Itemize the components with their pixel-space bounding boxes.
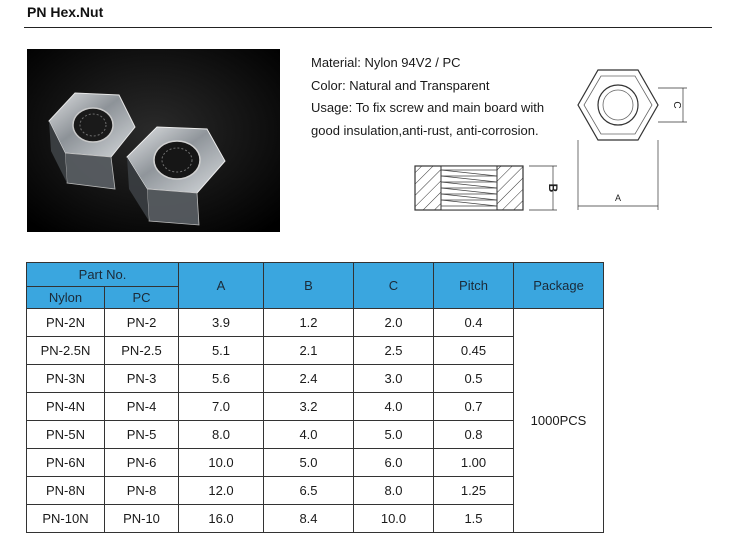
- cell-c: 8.0: [354, 477, 434, 505]
- cell-nylon: PN-4N: [27, 393, 105, 421]
- cell-a: 12.0: [179, 477, 264, 505]
- cell-c: 2.5: [354, 337, 434, 365]
- cell-pitch: 1.25: [434, 477, 514, 505]
- cell-pc: PN-2: [105, 309, 179, 337]
- cell-pitch: 1.00: [434, 449, 514, 477]
- cell-package: 1000PCS: [514, 309, 604, 533]
- cell-c: 4.0: [354, 393, 434, 421]
- top-hex-view: [578, 70, 687, 210]
- cell-b: 3.2: [264, 393, 354, 421]
- cell-nylon: PN-6N: [27, 449, 105, 477]
- cell-nylon: PN-2N: [27, 309, 105, 337]
- cell-pc: PN-5: [105, 421, 179, 449]
- cell-b: 8.4: [264, 505, 354, 533]
- cell-nylon: PN-5N: [27, 421, 105, 449]
- technical-drawing: [405, 58, 705, 218]
- material-line: Material: Nylon 94V2 / PC: [311, 55, 461, 70]
- cell-pitch: 0.5: [434, 365, 514, 393]
- part-no-header: Part No.: [27, 263, 179, 287]
- cell-pc: PN-10: [105, 505, 179, 533]
- color-line: Color: Natural and Transparent: [311, 77, 490, 93]
- cell-c: 5.0: [354, 421, 434, 449]
- cell-b: 1.2: [264, 309, 354, 337]
- col-pitch-header: Pitch: [434, 263, 514, 309]
- cell-nylon: PN-3N: [27, 365, 105, 393]
- cell-a: 5.1: [179, 337, 264, 365]
- cell-pitch: 0.45: [434, 337, 514, 365]
- cell-nylon: PN-2.5N: [27, 337, 105, 365]
- dimension-b-label: B: [546, 183, 560, 193]
- dimension-a-label: A: [614, 193, 622, 203]
- cell-pitch: 1.5: [434, 505, 514, 533]
- col-a-header: A: [179, 263, 264, 309]
- cell-b: 5.0: [264, 449, 354, 477]
- cell-c: 2.0: [354, 309, 434, 337]
- cell-pc: PN-6: [105, 449, 179, 477]
- cell-pitch: 0.8: [434, 421, 514, 449]
- col-nylon-header: Nylon: [27, 287, 105, 309]
- cell-c: 10.0: [354, 505, 434, 533]
- spec-table: [26, 262, 604, 533]
- cell-c: 6.0: [354, 449, 434, 477]
- cell-a: 10.0: [179, 449, 264, 477]
- cell-pitch: 0.7: [434, 393, 514, 421]
- usage-line-1: Usage: To fix screw and main board with: [311, 100, 545, 115]
- cell-b: 6.5: [264, 477, 354, 505]
- col-package-header: Package: [514, 263, 604, 309]
- cell-a: 5.6: [179, 365, 264, 393]
- cell-nylon: PN-10N: [27, 505, 105, 533]
- cell-a: 8.0: [179, 421, 264, 449]
- cell-b: 4.0: [264, 421, 354, 449]
- page-title: PN Hex.Nut: [27, 4, 104, 20]
- dimension-c-label: C: [671, 101, 682, 109]
- cell-b: 2.4: [264, 365, 354, 393]
- cell-a: 16.0: [179, 505, 264, 533]
- cell-a: 3.9: [179, 309, 264, 337]
- title-divider: [24, 27, 712, 28]
- cell-nylon: PN-8N: [27, 477, 105, 505]
- cell-pc: PN-8: [105, 477, 179, 505]
- col-pc-header: PC: [105, 287, 179, 309]
- col-c-header: C: [354, 263, 434, 309]
- usage-line-2: good insulation,anti-rust, anti-corrosion.: [311, 122, 539, 138]
- cell-b: 2.1: [264, 337, 354, 365]
- cell-pc: PN-3: [105, 365, 179, 393]
- cell-pc: PN-4: [105, 393, 179, 421]
- cell-a: 7.0: [179, 393, 264, 421]
- side-section-view: [415, 166, 557, 210]
- cell-pitch: 0.4: [434, 309, 514, 337]
- cell-pc: PN-2.5: [105, 337, 179, 365]
- cell-c: 3.0: [354, 365, 434, 393]
- col-b-header: B: [264, 263, 354, 309]
- product-photo: [27, 49, 280, 232]
- table-row: [27, 309, 604, 337]
